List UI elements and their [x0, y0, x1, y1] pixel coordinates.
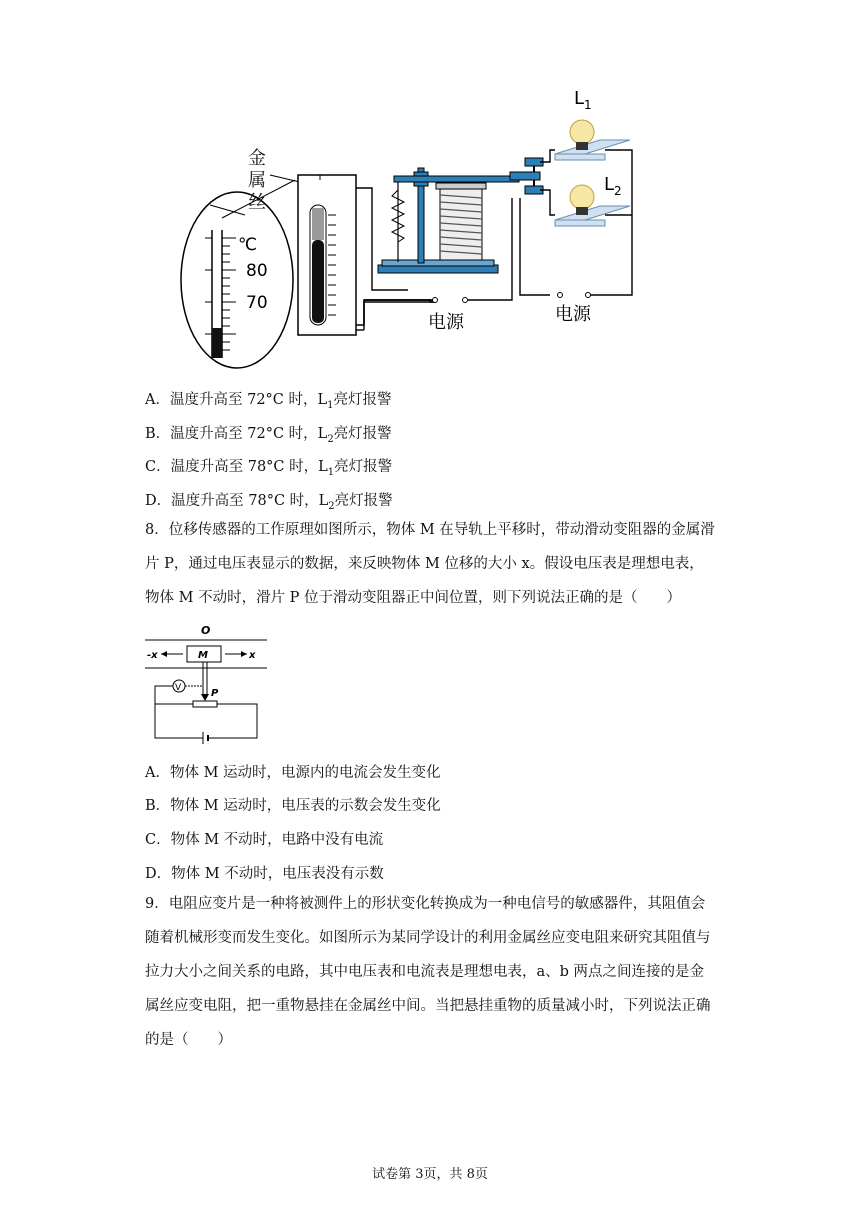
label-L2: $L_2$ [604, 174, 622, 198]
q8-option-a[interactable]: A．物体 M 运动时，电源内的电流会发生变化 [145, 765, 441, 781]
q8-option-b[interactable]: B．物体 M 运动时，电压表的示数会发生变化 [145, 798, 441, 814]
label-M: M [198, 650, 208, 661]
q7-option-c[interactable]: C．温度升高至 78°C 时，$L_1$亮灯报警 [145, 459, 393, 478]
therm-tick-80: 80 [246, 261, 268, 281]
page-footer: 试卷第 3页，共 8页 [372, 1167, 488, 1182]
magnifier-ellipse [181, 192, 293, 368]
q8-option-d[interactable]: D．物体 M 不动时，电压表没有示数 [145, 866, 384, 882]
label-x: x [249, 650, 256, 661]
label-power-left: 电源 [428, 312, 464, 333]
thermometer-box [298, 175, 356, 335]
figure-displacement-sensor [145, 622, 270, 747]
label-metal-wire-text: 金属丝 [248, 148, 266, 213]
q9-stem: 9．电阻应变片是一种将被测件上的形状变化转换成为一种电信号的敏感器件，其阻值会随着机械形变而发生变化。如图所示为某同学设计的利用金属丝应变电阻来研究其阻值与拉力大小之间关系的电路，其中电压表和电流表是理想电表，a、b 两点之间连接的是金属丝应变电阻，把一重物悬挂在金属丝中间。当把悬挂重物的质量减小时，下列说法正确的是（ ） [145, 896, 711, 1048]
label-O: O [201, 624, 211, 637]
therm-tick-70: 70 [246, 293, 268, 313]
q7-option-a[interactable]: A．温度升高至 72°C 时，$L_1$亮灯报警 [145, 392, 392, 411]
q7-option-d[interactable]: D．温度升高至 78°C 时，$L_2$亮灯报警 [145, 493, 393, 512]
label-neg-x: -x [147, 650, 158, 661]
label-P: P [211, 688, 219, 699]
q8-stem: 8．位移传感器的工作原理如图所示，物体 M 在导轨上平移时，带动滑动变阻器的金属滑片 P，通过电压表显示的数据，来反映物体 M 位移的大小 x。假设电压表是理想电表，物体 M 不动时，滑片 P 位于滑动变阻器正中间位置，则下列说法正确的是（ ） [145, 522, 715, 606]
therm-unit: ℃ [238, 235, 258, 255]
lamp-L2 [570, 185, 594, 209]
q8-option-c[interactable]: C．物体 M 不动时，电路中没有电流 [145, 832, 384, 848]
figure-temperature-alarm [150, 80, 650, 380]
label-power-right: 电源 [555, 304, 591, 325]
lamp-L1 [570, 120, 594, 144]
label-V: V [175, 683, 182, 693]
label-L1: $L_1$ [574, 88, 592, 112]
q7-option-b[interactable]: B．温度升高至 72°C 时，$L_2$亮灯报警 [145, 426, 392, 445]
